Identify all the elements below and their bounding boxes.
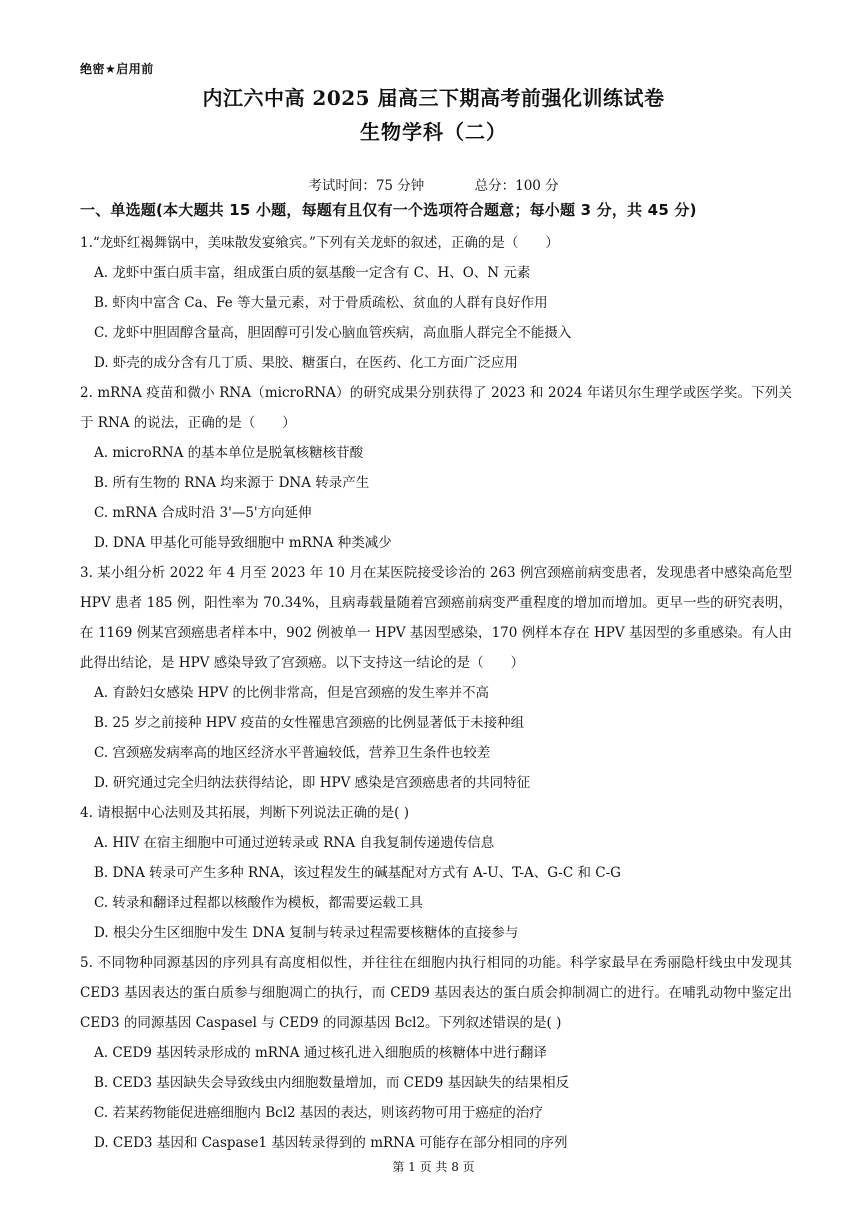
question-stem: 2. mRNA 疫苗和微小 RNA（microRNA）的研究成果分别获得了 2023 和 2024 年诺贝尔生理学或医学奖。下列关于 RNA 的说法，正确的是（ ） [80, 385, 792, 431]
question-list [80, 228, 792, 1158]
option-a: A. CED9 基因转录形成的 mRNA 通过核孔进入细胞质的核糖体中进行翻译 [94, 1045, 547, 1061]
question [80, 378, 792, 558]
question-stem: 1.“龙虾红褐舞锅中，美味散发宴飨宾。”下列有关龙虾的叙述，正确的是（ ） [80, 235, 559, 251]
question-stem: 5. 不同物种同源基因的序列具有高度相似性，并往往在细胞内执行相同的功能。科学家最早在秀丽隐杆线虫中发现其 CED3 基因表达的蛋白质参与细胞凋亡的执行，而 CED9 基因表达的蛋白质会抑制凋亡的进行。在哺乳动物中鉴定出 CED3 的同源基因 Caspasel 与 CED9 的同源基因 Bcl2。下列叙述错误的是( ) [80, 955, 792, 1031]
option-b: B. 所有生物的 RNA 均来源于 DNA 转录产生 [94, 475, 370, 491]
question [80, 948, 792, 1158]
option-b: B. CED3 基因缺失会导致线虫内细胞数量增加，而 CED9 基因缺失的结果相反 [94, 1075, 570, 1091]
option-d: D. CED3 基因和 Caspase1 基因转录得到的 mRNA 可能存在部分相同的序列 [94, 1135, 568, 1151]
option-a: A. microRNA 的基本单位是脱氧核糖核苷酸 [94, 445, 364, 461]
option-c: C. mRNA 合成时沿 3'—5'方向延伸 [94, 505, 312, 521]
exam-title: 内江六中高 2025 届高三下期高考前强化训练试卷 [202, 86, 665, 110]
option-d: D. DNA 甲基化可能导致细胞中 mRNA 种类减少 [94, 535, 392, 551]
question-stem: 4. 请根据中心法则及其拓展，判断下列说法正确的是( ) [80, 805, 409, 821]
option-d: D. 根尖分生区细胞中发生 DNA 复制与转录过程需要核糖体的直接参与 [94, 925, 519, 941]
section-heading: 一、单选题(本大题共 15 小题，每题有且仅有一个选项符合题意；每小题 3 分，共 45 分) [80, 201, 697, 219]
question [80, 228, 792, 378]
option-b: B. DNA 转录可产生多种 RNA，该过程发生的碱基配对方式有 A-U、T-A、G-C 和 C-G [94, 865, 621, 881]
option-d: D. 虾壳的成分含有几丁质、果胶、糖蛋白，在医药、化工方面广泛应用 [94, 355, 518, 371]
option-c: C. 宫颈癌发病率高的地区经济水平普遍较低，营养卫生条件也较差 [94, 745, 491, 761]
question [80, 798, 792, 948]
option-a: A. HIV 在宿主细胞中可通过逆转录或 RNA 自我复制传递遗传信息 [94, 835, 495, 851]
secret-mark: 绝密★启用前 [80, 62, 154, 76]
page-number: 第 1 页 共 8 页 [392, 1160, 475, 1174]
option-d: D. 研究通过完全归纳法获得结论，即 HPV 感染是宫颈癌患者的共同特征 [94, 775, 531, 791]
option-c: C. 若某药物能促进癌细胞内 Bcl2 基因的表达，则该药物可用于癌症的治疗 [94, 1105, 543, 1121]
exam-meta [0, 174, 867, 194]
option-b: B. 虾肉中富含 Ca、Fe 等大量元素，对于骨质疏松、贫血的人群有良好作用 [94, 295, 548, 311]
option-c: C. 龙虾中胆固醇含量高，胆固醇可引发心脑血管疾病，高血脂人群完全不能摄入 [94, 325, 572, 341]
question-stem: 3. 某小组分析 2022 年 4 月至 2023 年 10 月在某医院接受诊治的 263 例宫颈癌前病变患者，发现患者中感染高危型 HPV 患者 185 例，阳性率为 70.34%，且病毒载量随着宫颈癌前病变严重程度的增加而增加。更早一些的研究表明，在 1169 例某宫颈癌患者样本中，902 例被单一 HPV 基因型感染，170 例样本存在 HPV 基因型的多重感染。有人由此得出结论，是 HPV 感染导致了宫颈癌。以下支持这一结论的是（ ） [80, 565, 792, 671]
option-c: C. 转录和翻译过程都以核酸作为模板，都需要运载工具 [94, 895, 423, 911]
question [80, 558, 792, 798]
option-a: A. 育龄妇女感染 HPV 的比例非常高，但是宫颈癌的发生率并不高 [94, 685, 490, 701]
option-b: B. 25 岁之前接种 HPV 疫苗的女性罹患宫颈癌的比例显著低于未接种组 [94, 715, 525, 731]
total-score: 总分：100 分 [474, 178, 559, 194]
exam-subtitle: 生物学科（二） [360, 120, 507, 144]
exam-time: 考试时间：75 分钟 [308, 178, 425, 194]
option-a: A. 龙虾中蛋白质丰富，组成蛋白质的氨基酸一定含有 C、H、O、N 元素 [94, 265, 531, 281]
